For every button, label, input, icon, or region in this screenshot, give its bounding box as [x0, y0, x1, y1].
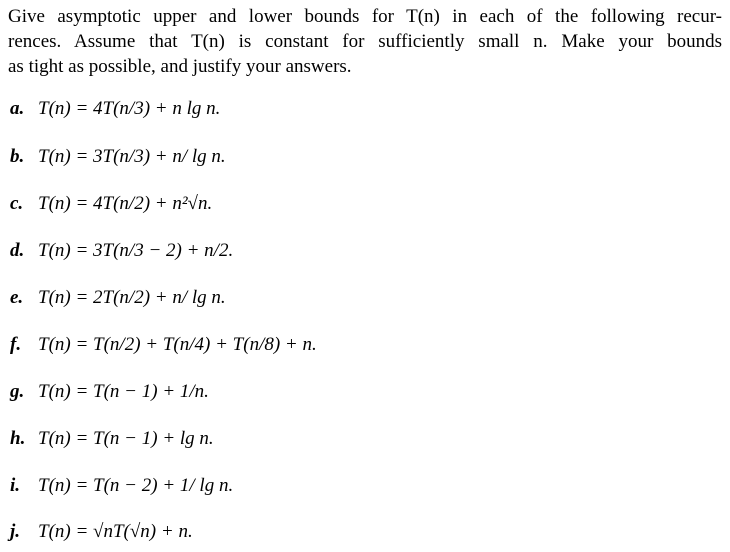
recurrence-equation: T(n) = T(n − 2) + 1/ lg n.: [38, 475, 234, 496]
recurrence-item-i: [10, 471, 233, 501]
recurrence-item-h: [10, 424, 214, 454]
item-label: j.: [10, 521, 21, 542]
recurrence-item-a: [10, 94, 220, 124]
item-label: g.: [10, 381, 25, 402]
item-label: h.: [10, 428, 26, 449]
recurrence-item-b: [10, 142, 226, 172]
recurrence-equation: T(n) = √nT(√n) + n.: [38, 521, 193, 542]
recurrence-item-g: [10, 377, 209, 407]
recurrence-equation: T(n) = 4T(n/3) + n lg n.: [38, 98, 221, 119]
item-label: e.: [10, 287, 24, 308]
item-label: f.: [10, 334, 22, 355]
item-label: c.: [10, 193, 24, 214]
recurrence-equation: T(n) = 2T(n/2) + n/ lg n.: [38, 287, 226, 308]
statement-line-3: as tight as possible, and justify your answers.: [8, 56, 352, 77]
recurrence-item-f: [10, 330, 317, 360]
statement-line-2: rences. Assume that T(n) is constant for sufficiently small n. Make your bounds: [8, 31, 722, 52]
statement-line-1: Give asymptotic upper and lower bounds for T(n) in each of the following recur-: [8, 6, 722, 27]
recurrence-equation: T(n) = T(n − 1) + 1/n.: [38, 381, 209, 402]
item-label: i.: [10, 475, 21, 496]
recurrence-item-d: [10, 236, 233, 266]
problem-statement: [8, 4, 722, 79]
recurrence-equation: T(n) = T(n/2) + T(n/4) + T(n/8) + n.: [38, 334, 317, 355]
recurrence-item-c: [10, 189, 212, 219]
recurrence-item-j: [10, 517, 193, 547]
recurrence-equation: T(n) = 3T(n/3 − 2) + n/2.: [38, 240, 234, 261]
item-label: d.: [10, 240, 25, 261]
item-label: b.: [10, 146, 25, 167]
item-label: a.: [10, 98, 25, 119]
recurrence-equation: T(n) = T(n − 1) + lg n.: [38, 428, 214, 449]
recurrence-equation: T(n) = 3T(n/3) + n/ lg n.: [38, 146, 226, 167]
recurrence-item-e: [10, 283, 226, 313]
recurrence-equation: T(n) = 4T(n/2) + n²√n.: [38, 193, 213, 214]
